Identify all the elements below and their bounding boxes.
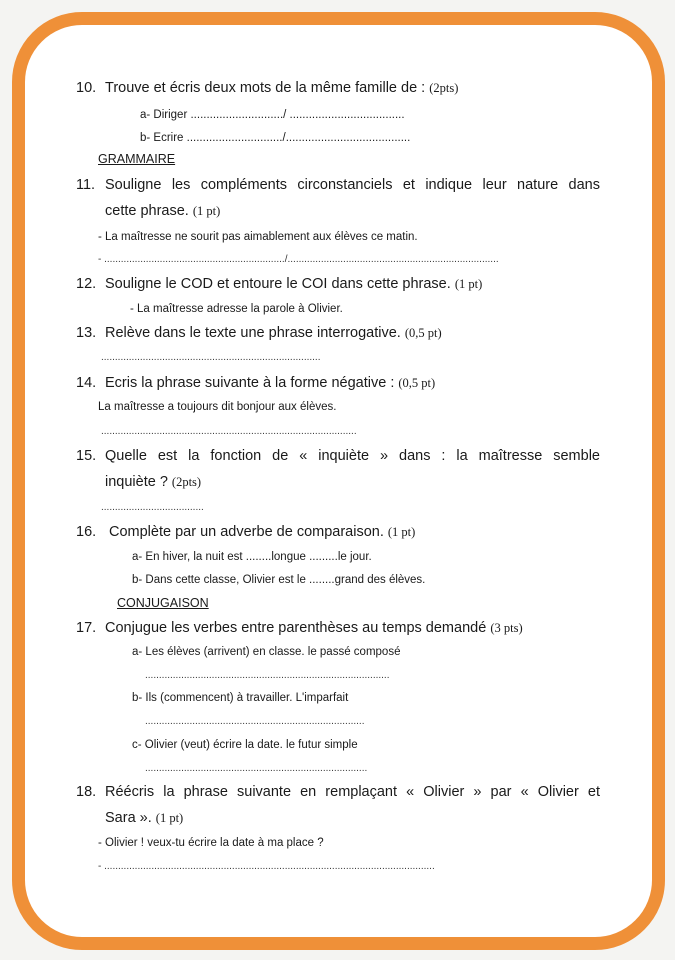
- question-number: 14.: [76, 375, 97, 391]
- q10-item-b: b- Ecrire ............................../.......................................: [140, 132, 411, 144]
- question-18: [76, 782, 600, 802]
- question-text: Ecris la phrase suivante à la forme négative :: [105, 375, 399, 391]
- question-number: 13.: [76, 325, 97, 341]
- question-number: 12.: [76, 276, 97, 292]
- q12-sentence: - La maîtresse adresse la parole à Olivier.: [130, 303, 343, 315]
- question-text: Sara ».: [105, 810, 156, 826]
- points: (2pts): [429, 81, 459, 95]
- points: (0,5 pt): [398, 376, 436, 390]
- question-11-cont: [105, 201, 220, 221]
- q16-item-a: a- En hiver, la nuit est ........longue .........le jour.: [132, 551, 372, 563]
- question-text: Souligne le COD et entoure le COI dans cette phrase.: [105, 276, 455, 292]
- q11-answer-line[interactable]: - ................................................................./............................................................................: [98, 254, 499, 265]
- question-number: 11.: [76, 177, 96, 193]
- question-12: [76, 274, 482, 294]
- question-text: Réécris la phrase suivante en remplaçant « Olivier » par « Olivier et: [105, 784, 600, 800]
- question-number: 17.: [76, 620, 97, 636]
- q17-item-b: b- Ils (commencent) à travailler. L'imparfait: [132, 692, 349, 704]
- q17-a-answer-line[interactable]: ........................................................................................: [145, 670, 390, 681]
- q14-sentence: La maîtresse a toujours dit bonjour aux élèves.: [98, 401, 337, 413]
- question-text: Complète par un adverbe de comparaison.: [109, 524, 388, 540]
- q10-item-a: a- Diriger ............................./ ....................................: [140, 109, 405, 121]
- question-text: Souligne les compléments circonstanciels et indique leur nature dans: [105, 177, 600, 193]
- q15-answer-line[interactable]: .....................................: [101, 502, 204, 513]
- q17-b-answer-line[interactable]: ...............................................................................: [145, 716, 365, 727]
- question-number: 16.: [76, 524, 97, 540]
- question-text: Trouve et écris deux mots de la même famille de :: [105, 80, 430, 96]
- question-17: [76, 618, 523, 638]
- q18-sentence: - Olivier ! veux-tu écrire la date à ma place ?: [98, 837, 324, 849]
- question-number: 10.: [76, 80, 97, 96]
- q14-answer-line[interactable]: ............................................................................................: [101, 426, 357, 437]
- question-number: 15.: [76, 448, 97, 464]
- q17-item-a: a- Les élèves (arrivent) en classe. le passé composé: [132, 646, 401, 658]
- question-text: cette phrase.: [105, 203, 193, 219]
- question-number: 18.: [76, 784, 97, 800]
- points: (2pts): [171, 475, 202, 489]
- section-heading-grammar: GRAMMAIRE: [98, 152, 176, 166]
- question-18-cont: [105, 808, 183, 828]
- q17-item-c: c- Olivier (veut) écrire la date. le futur simple: [132, 739, 358, 751]
- points: (1 pt): [454, 277, 483, 291]
- question-text: Relève dans le texte une phrase interrogative.: [105, 325, 405, 341]
- section-heading-conjugation: CONJUGAISON: [117, 596, 209, 610]
- q16-item-b: b- Dans cette classe, Olivier est le ........grand des élèves.: [132, 574, 426, 586]
- q13-answer-line[interactable]: ...............................................................................: [101, 352, 321, 363]
- question-11: [76, 175, 600, 195]
- points: (0,5 pt): [404, 326, 442, 340]
- points: (3 pts): [490, 621, 523, 635]
- question-14: [76, 373, 435, 393]
- question-16: [76, 522, 415, 542]
- q17-c-answer-line[interactable]: ................................................................................: [145, 763, 368, 774]
- points: (1 pt): [155, 811, 184, 825]
- question-15: [76, 446, 600, 466]
- q11-sentence: - La maîtresse ne sourit pas aimablement aux élèves ce matin.: [98, 231, 418, 243]
- question-15-cont: [105, 472, 201, 492]
- points: (1 pt): [192, 204, 221, 218]
- points: (1 pt): [387, 525, 416, 539]
- question-10: [76, 78, 458, 98]
- question-13: [76, 323, 442, 343]
- question-text: inquiète ?: [105, 474, 172, 490]
- question-text: Quelle est la fonction de « inquiète » dans : la maîtresse semble: [105, 448, 600, 464]
- q18-answer-line[interactable]: - .......................................................................................................................: [98, 861, 435, 872]
- question-text: Conjugue les verbes entre parenthèses au temps demandé: [105, 620, 491, 636]
